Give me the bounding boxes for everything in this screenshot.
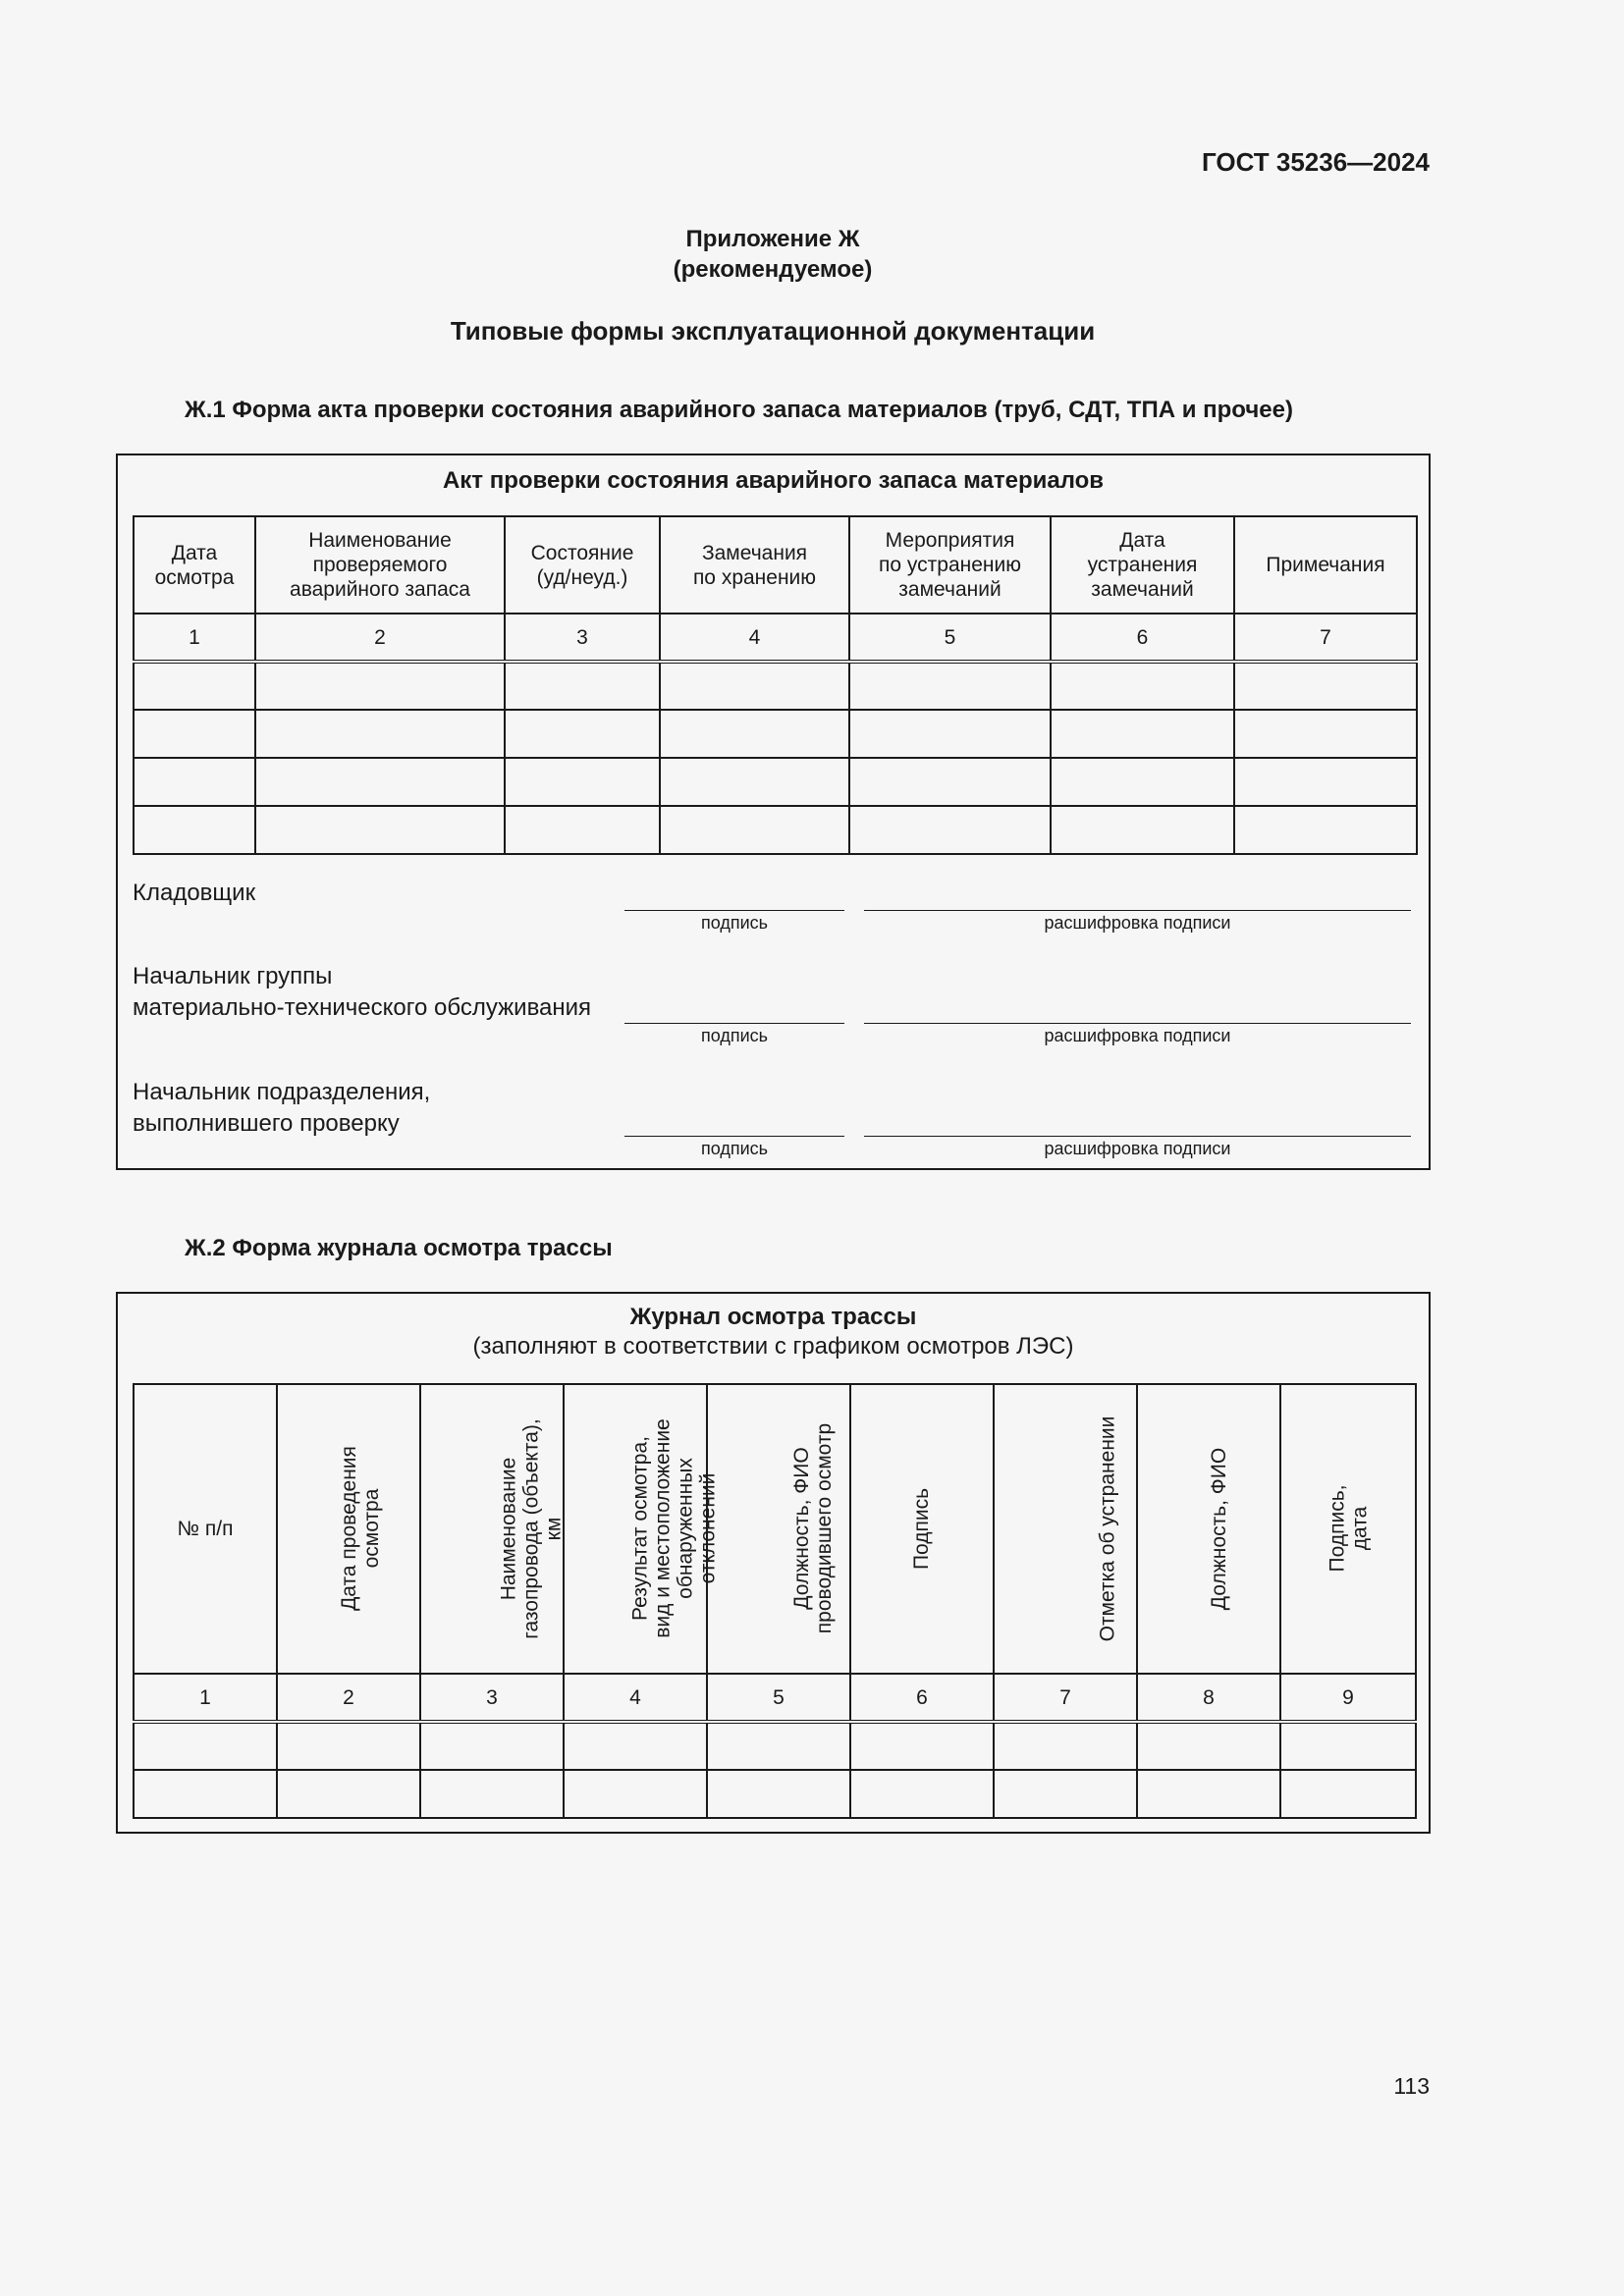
table-cell[interactable] [660,662,849,710]
col-header-notes: Примечания [1234,516,1417,614]
column-number: 9 [1280,1674,1416,1722]
signature-line[interactable] [624,1136,844,1137]
appendix-status: (рекомендуемое) [673,256,873,283]
column-number-row [134,1674,1416,1722]
col-header-inspector [707,1384,850,1674]
table-cell[interactable] [277,1770,420,1818]
table-cell[interactable] [255,662,505,710]
col-header-storage-remarks: Замечания по хранению [660,516,849,614]
appendix-title: Приложение Ж [685,226,860,252]
col-header-text: Должность, ФИО проводившего осмотр [790,1422,837,1634]
column-number: 5 [849,614,1051,662]
col-header-text: Наименование газопровода (объекта), км [497,1417,566,1639]
col-header-item-no [134,1384,277,1674]
table-cell[interactable] [564,1770,707,1818]
col-header-signature-date [1280,1384,1416,1674]
table-cell[interactable] [849,758,1051,806]
table-cell[interactable] [850,1722,994,1770]
table-cell[interactable] [255,710,505,758]
col-header-text: Результат осмотра, вид и местоположение обнаруженных отклонений [628,1418,720,1638]
table-cell[interactable] [1234,662,1417,710]
table-cell[interactable] [420,1722,564,1770]
table-cell[interactable] [134,710,255,758]
table-cell[interactable] [707,1722,850,1770]
col-header-text: Должность, ФИО [1208,1447,1231,1611]
document-heading: Типовые формы эксплуатационной документации [450,316,1096,346]
column-number: 1 [134,614,255,662]
storekeeper-label: Кладовщик [133,880,256,906]
table-cell[interactable] [1137,1770,1280,1818]
name-line[interactable] [864,1136,1411,1137]
appendix-heading [0,224,1545,285]
col-header-text: Дата проведения осмотра [337,1446,383,1611]
table-cell[interactable] [850,1770,994,1818]
column-number: 4 [660,614,849,662]
column-number: 4 [564,1674,707,1722]
table-row [134,1722,1416,1770]
table-cell[interactable] [994,1722,1137,1770]
table-cell[interactable] [134,1722,277,1770]
standard-number: ГОСТ 35236—2024 [1202,147,1430,177]
table-cell[interactable] [1234,758,1417,806]
table-cell[interactable] [849,710,1051,758]
col-header-stock-name: Наименование проверяемого аварийного запаса [255,516,505,614]
column-number: 3 [420,1674,564,1722]
table-row [134,758,1417,806]
table-cell[interactable] [134,662,255,710]
table-cell[interactable] [134,1770,277,1818]
table-cell[interactable] [255,806,505,854]
col-header-pipeline-name [420,1384,564,1674]
table-cell[interactable] [277,1722,420,1770]
route-log-title: Журнал осмотра трассы [629,1304,917,1330]
route-log-table [133,1383,1417,1819]
column-number: 1 [134,1674,277,1722]
table-cell[interactable] [660,710,849,758]
table-cell[interactable] [1051,662,1234,710]
table-header-row [134,516,1417,614]
section1-title: Ж.1 Форма акта проверки состояния аварийного запаса материалов (труб, СДТ, ТПА и прочее) [185,397,1293,423]
table-cell[interactable] [1051,806,1234,854]
column-number: 3 [505,614,660,662]
col-header-position-name [1137,1384,1280,1674]
table-cell[interactable] [420,1770,564,1818]
column-number: 7 [994,1674,1137,1722]
signature-caption: подпись [700,1026,769,1045]
column-number: 7 [1234,614,1417,662]
name-caption: расшифровка подписи [1044,1026,1231,1045]
signature-caption: подпись [700,1139,769,1158]
table-cell[interactable] [994,1770,1137,1818]
table-row [134,806,1417,854]
col-header-fix-date: Дата устранения замечаний [1051,516,1234,614]
table-cell[interactable] [1234,806,1417,854]
column-number: 2 [255,614,505,662]
col-header-fix-mark [994,1384,1137,1674]
column-number: 5 [707,1674,850,1722]
col-header-measures: Мероприятия по устранению замечаний [849,516,1051,614]
table-cell[interactable] [1137,1722,1280,1770]
col-header-date: Дата осмотра [134,516,255,614]
route-log-form [116,1292,1431,1834]
signature-line[interactable] [624,910,844,911]
table-cell[interactable] [505,710,660,758]
section2-title: Ж.2 Форма журнала осмотра трассы [185,1235,613,1261]
table-cell[interactable] [564,1722,707,1770]
table-cell[interactable] [505,662,660,710]
name-caption: расшифровка подписи [1044,1139,1231,1158]
route-log-subtitle: (заполняют в соответствии с графиком осмотров ЛЭС) [472,1333,1074,1360]
table-cell[interactable] [255,758,505,806]
table-cell[interactable] [1280,1722,1416,1770]
signature-caption: подпись [700,913,769,933]
table-row [134,1770,1416,1818]
table-cell[interactable] [1280,1770,1416,1818]
table-cell[interactable] [134,758,255,806]
table-cell[interactable] [505,758,660,806]
column-number: 6 [850,1674,994,1722]
name-line[interactable] [864,1023,1411,1024]
col-header-text: Подпись, дата [1325,1484,1371,1573]
table-cell[interactable] [660,806,849,854]
table-cell[interactable] [505,806,660,854]
column-number: 8 [1137,1674,1280,1722]
table-header-row [134,1384,1416,1674]
table-cell[interactable] [707,1770,850,1818]
table-cell[interactable] [660,758,849,806]
col-header-text: Отметка об устранении [1096,1415,1119,1642]
logistics-head-label: Начальник группы материально-технического обслуживания [133,963,592,1021]
name-caption: расшифровка подписи [1044,913,1231,933]
col-header-text: Подпись [910,1487,934,1571]
table-cell[interactable] [849,806,1051,854]
column-number: 6 [1051,614,1234,662]
column-number-row [134,614,1417,662]
inspection-act-table [133,515,1418,855]
table-cell[interactable] [134,806,255,854]
column-number: 2 [277,1674,420,1722]
table-row [134,662,1417,710]
table-cell[interactable] [1051,758,1234,806]
col-header-condition: Состояние (уд/неуд.) [505,516,660,614]
col-header-inspection-result [564,1384,720,1674]
col-header-text: № п/п [177,1518,234,1540]
signature-line[interactable] [624,1023,844,1024]
table-cell[interactable] [1051,710,1234,758]
inspection-act-form [116,454,1431,1170]
table-cell[interactable] [1234,710,1417,758]
col-header-inspection-date [277,1384,420,1674]
division-head-label: Начальник подразделения, выполнившего проверку [133,1079,431,1137]
col-header-signature [850,1384,994,1674]
inspection-act-title: Акт проверки состояния аварийного запаса материалов [442,467,1105,494]
table-cell[interactable] [849,662,1051,710]
name-line[interactable] [864,910,1411,911]
page-number: 113 [1393,2073,1430,2099]
table-row [134,710,1417,758]
